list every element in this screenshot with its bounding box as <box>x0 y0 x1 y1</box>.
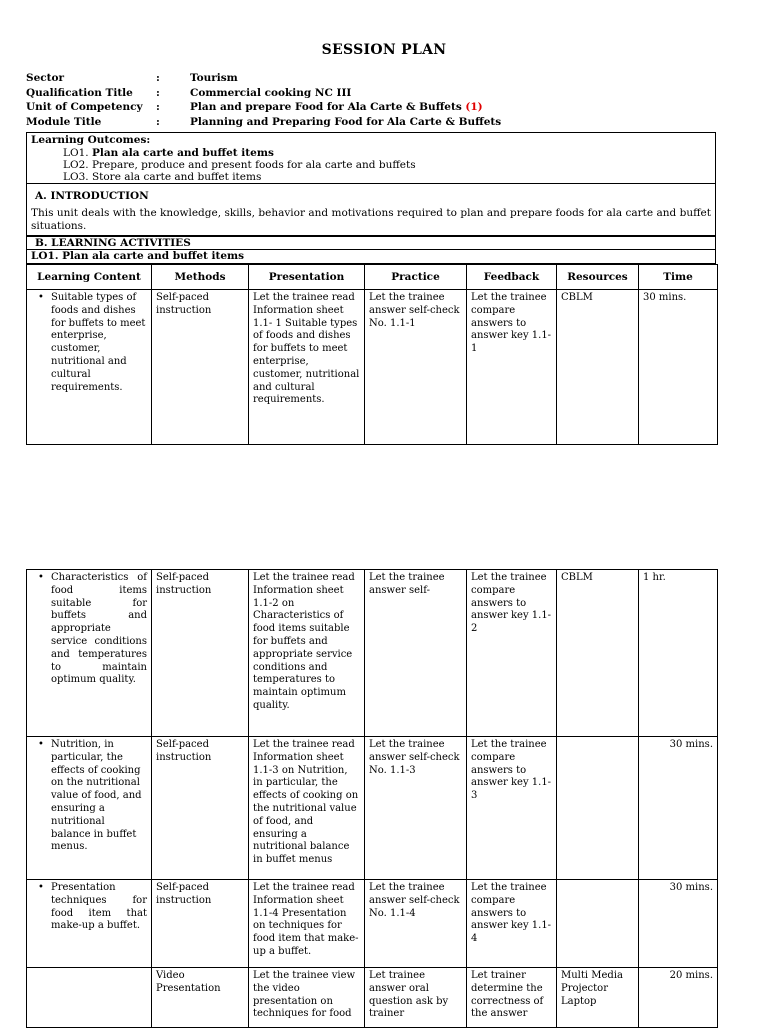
table-row <box>27 290 718 445</box>
lo-text: Plan ala carte and buffet items <box>91 147 274 159</box>
meta-colon: : <box>156 101 160 114</box>
meta-label: Qualification Title <box>26 86 133 99</box>
content-text: Nutrition, in particular, the effects of cooking on the nutritional value of food, and ensuring a nutritional balance in buffet menus. <box>51 739 142 853</box>
plan-metadata <box>26 72 726 130</box>
meta-value: Commercial cooking NC III <box>190 86 352 99</box>
lo-text: Prepare, produce and present foods for ala carte and buffets <box>91 159 416 171</box>
meta-label: Sector <box>26 72 65 84</box>
cell-feedback: Let the trainee compare answers to answer key 1.1-4 <box>467 880 557 968</box>
cell-feedback: Let trainer determine the correctness of the answer <box>467 968 557 1028</box>
meta-value: Planning and Preparing Food for Ala Carte & Buffets <box>190 115 502 128</box>
content-text: Characteristics of food items suitable for buffets and appropriate service conditions and temperatures to maintain optimum quality. <box>51 572 147 686</box>
cell-feedback: Let the trainee compare answers to answer key 1.1-1 <box>467 290 557 445</box>
activities-table-1 <box>26 264 718 445</box>
table-row <box>27 570 718 737</box>
cell-time: 30 mins. <box>639 880 718 968</box>
cell-content <box>27 968 152 1028</box>
cell-time: 30 mins. <box>639 737 718 880</box>
lo-code: LO1. <box>63 147 89 159</box>
cell-feedback: Let the trainee compare answers to answer key 1.1-2 <box>467 570 557 737</box>
content-text: Suitable types of foods and dishes for buffets to meet enterprise, customer, nutritional and cultural requirements. <box>51 292 146 393</box>
lo-code: LO2. <box>63 159 89 171</box>
introduction-text: This unit deals with the knowledge, skills, behavior and motivations required to plan and prepare foods for ala carte and buffet situations. <box>31 207 711 232</box>
meta-sector <box>26 72 726 87</box>
cell-time: 20 mins. <box>639 968 718 1028</box>
learning-outcome-2 <box>63 159 416 171</box>
cell-resources <box>557 737 639 880</box>
content-text: Presentation techniques for food item that make-up a buffet. <box>51 882 147 932</box>
cell-practice: Let trainee answer oral question ask by trainer <box>365 968 467 1028</box>
cell-presentation: Let the trainee read Information sheet 1.1-3 on Nutrition, in particular, the effects of cooking on the nutritional value of food, and ensuring a nutritional balance in buffet menus <box>249 737 365 880</box>
learning-outcome-3 <box>63 171 261 183</box>
cell-practice: Let the trainee answer self-check No. 1.1-1 <box>365 290 467 445</box>
cell-methods: Video Presentation <box>152 968 249 1028</box>
meta-unit <box>26 101 726 116</box>
cell-presentation: Let the trainee read Information sheet 1.1-4 Presentation on techniques for food item that make-up a buffet. <box>249 880 365 968</box>
introduction-heading: A. INTRODUCTION <box>35 190 149 202</box>
meta-colon: : <box>156 72 160 84</box>
cell-methods: Self-paced instruction <box>152 737 249 880</box>
cell-methods: Self-paced instruction <box>152 570 249 737</box>
lo1-header <box>26 250 716 264</box>
learning-activities-heading: B. LEARNING ACTIVITIES <box>35 237 191 249</box>
table-header-row <box>27 265 718 290</box>
bullet-icon: • <box>38 882 44 893</box>
cell-feedback: Let the trainee compare answers to answer key 1.1-3 <box>467 737 557 880</box>
cell-content <box>27 737 152 880</box>
learning-outcome-1 <box>63 147 274 159</box>
cell-time: 30 mins. <box>639 290 718 445</box>
cell-content <box>27 880 152 968</box>
col-header-methods: Methods <box>152 265 249 290</box>
cell-practice: Let the trainee answer self-check No. 1.1-3 <box>365 737 467 880</box>
page-title: SESSION PLAN <box>321 42 447 58</box>
bullet-icon: • <box>38 292 44 303</box>
cell-methods: Self-paced instruction <box>152 290 249 445</box>
cell-resources: Multi Media Projector Laptop <box>557 968 639 1028</box>
meta-colon: : <box>156 115 160 128</box>
table-row <box>27 968 718 1028</box>
introduction-section <box>26 184 716 236</box>
cell-practice: Let the trainee answer self- <box>365 570 467 737</box>
meta-module <box>26 116 726 131</box>
cell-resources: CBLM <box>557 570 639 737</box>
lo1-heading: LO1. Plan ala carte and buffet items <box>31 250 245 262</box>
lo-text: Store ala carte and buffet items <box>91 171 262 183</box>
cell-presentation: Let the trainee read Information sheet 1.1-2 on Characteristics of food items suitable for buffets and appropriate service conditions and temperatures to maintain optimum quality. <box>249 570 365 737</box>
meta-label: Module Title <box>26 115 102 128</box>
bullet-icon: • <box>38 572 44 583</box>
meta-value <box>190 101 483 113</box>
col-header-practice: Practice <box>365 265 467 290</box>
cell-resources: CBLM <box>557 290 639 445</box>
table-row <box>27 880 718 968</box>
learning-outcomes-heading: Learning Outcomes: <box>31 134 151 146</box>
table-row <box>27 737 718 880</box>
activities-table-2 <box>26 569 718 1028</box>
col-header-feedback: Feedback <box>467 265 557 290</box>
col-header-resources: Resources <box>557 265 639 290</box>
meta-colon: : <box>156 86 160 99</box>
meta-label: Unit of Competency <box>26 101 143 114</box>
cell-methods: Self-paced instruction <box>152 880 249 968</box>
learning-outcomes-box <box>26 132 716 184</box>
bullet-icon: • <box>38 739 44 750</box>
cell-content <box>27 570 152 737</box>
meta-value: Tourism <box>190 72 238 84</box>
col-header-time: Time <box>639 265 718 290</box>
col-header-presentation: Presentation <box>249 265 365 290</box>
cell-presentation: Let the trainee view the video presentation on techniques for food <box>249 968 365 1028</box>
lo-code: LO3. <box>63 171 89 183</box>
cell-resources <box>557 880 639 968</box>
meta-qualification <box>26 87 726 102</box>
learning-activities-header <box>26 236 716 250</box>
meta-note: (1) <box>465 101 483 114</box>
cell-content <box>27 290 152 445</box>
cell-time: 1 hr. <box>639 570 718 737</box>
meta-value-text: Plan and prepare Food for Ala Carte & Buffets <box>190 101 462 114</box>
cell-presentation: Let the trainee read Information sheet 1.1- 1 Suitable types of foods and dishes for buffets to meet enterprise, customer, nutritional and cultural requirements. <box>249 290 365 445</box>
cell-practice: Let the trainee answer self-check No. 1.1-4 <box>365 880 467 968</box>
col-header-learning-content: Learning Content <box>27 265 152 290</box>
